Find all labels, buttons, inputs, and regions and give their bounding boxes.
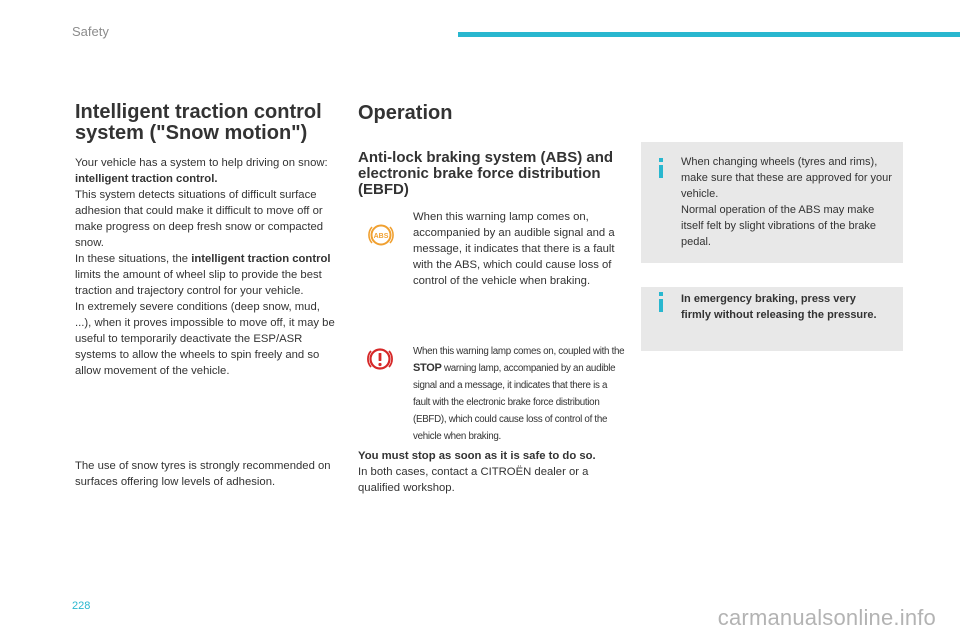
- info-icon: [659, 292, 663, 296]
- abs-lamp-label: ABS: [373, 233, 389, 240]
- snow-motion-section: [75, 102, 337, 379]
- snow-motion-title: Intelligent traction control system ("Snow motion"): [75, 101, 322, 144]
- abs-ebfd-subtitle: Anti-lock braking system (ABS) and electronic brake force distribution (EBFD): [358, 149, 614, 198]
- info-box-emergency: [641, 287, 903, 351]
- info-text-emergency: In emergency braking, press very firmly without releasing the pressure.: [681, 293, 877, 321]
- stop-warning-text: You must stop as soon as it is safe to do so. In both cases, contact a CITROËN dealer or a qualified workshop.: [358, 450, 596, 494]
- info-text-wheels: When changing wheels (tyres and rims), make sure that these are approved for your vehicle. Normal operation of the ABS may make itself felt by slight vibrations of the brake pedal.: [681, 156, 892, 248]
- info-icon: [659, 158, 663, 162]
- abs-warning-text: When this warning lamp comes on, accompanied by an audible signal and a message, it indicates that there is a fault with the ABS, which could cause loss of control of the vehicle when braking.: [413, 211, 615, 287]
- snow-motion-intro: Your vehicle has a system to help driving on snow: intelligent traction control. This system detects situations of difficult surface adhesion that could make it difficult to move off or make progress on deep fresh snow or compacted snow. In these situations, the intelligent traction control limits the amount of wheel slip to provide the best traction and trajectory control for your vehicle. In extremely severe conditions (deep snow, mud, ...), when it proves impossible to move off, it may be useful to temporarily deactivate the ESP/ASR systems to allow the wheels to spin freely and so allow movement of the vehicle.: [75, 157, 335, 377]
- ebfd-warning-text: When this warning lamp comes on, coupled with the STOP warning lamp, accompanied by an audible signal and a message, it indicates that there is a fault with the electronic brake force distribution (EBFD), which could cause loss of control of the vehicle when braking.: [413, 345, 625, 442]
- header-accent-bar: [458, 32, 960, 37]
- operation-title: Operation: [358, 102, 453, 124]
- operation-section: [358, 102, 623, 125]
- section-title: Safety: [72, 24, 109, 39]
- abs-warning-lamp-icon: [367, 221, 395, 249]
- brake-warning-lamp-icon: [366, 345, 394, 373]
- snow-tyres-note: The use of snow tyres is strongly recommended on surfaces offering low levels of adhesion.: [75, 460, 331, 488]
- page-number: 228: [72, 600, 91, 612]
- info-box-wheels: [641, 142, 903, 263]
- watermark: carmanualsonline.info: [717, 605, 936, 630]
